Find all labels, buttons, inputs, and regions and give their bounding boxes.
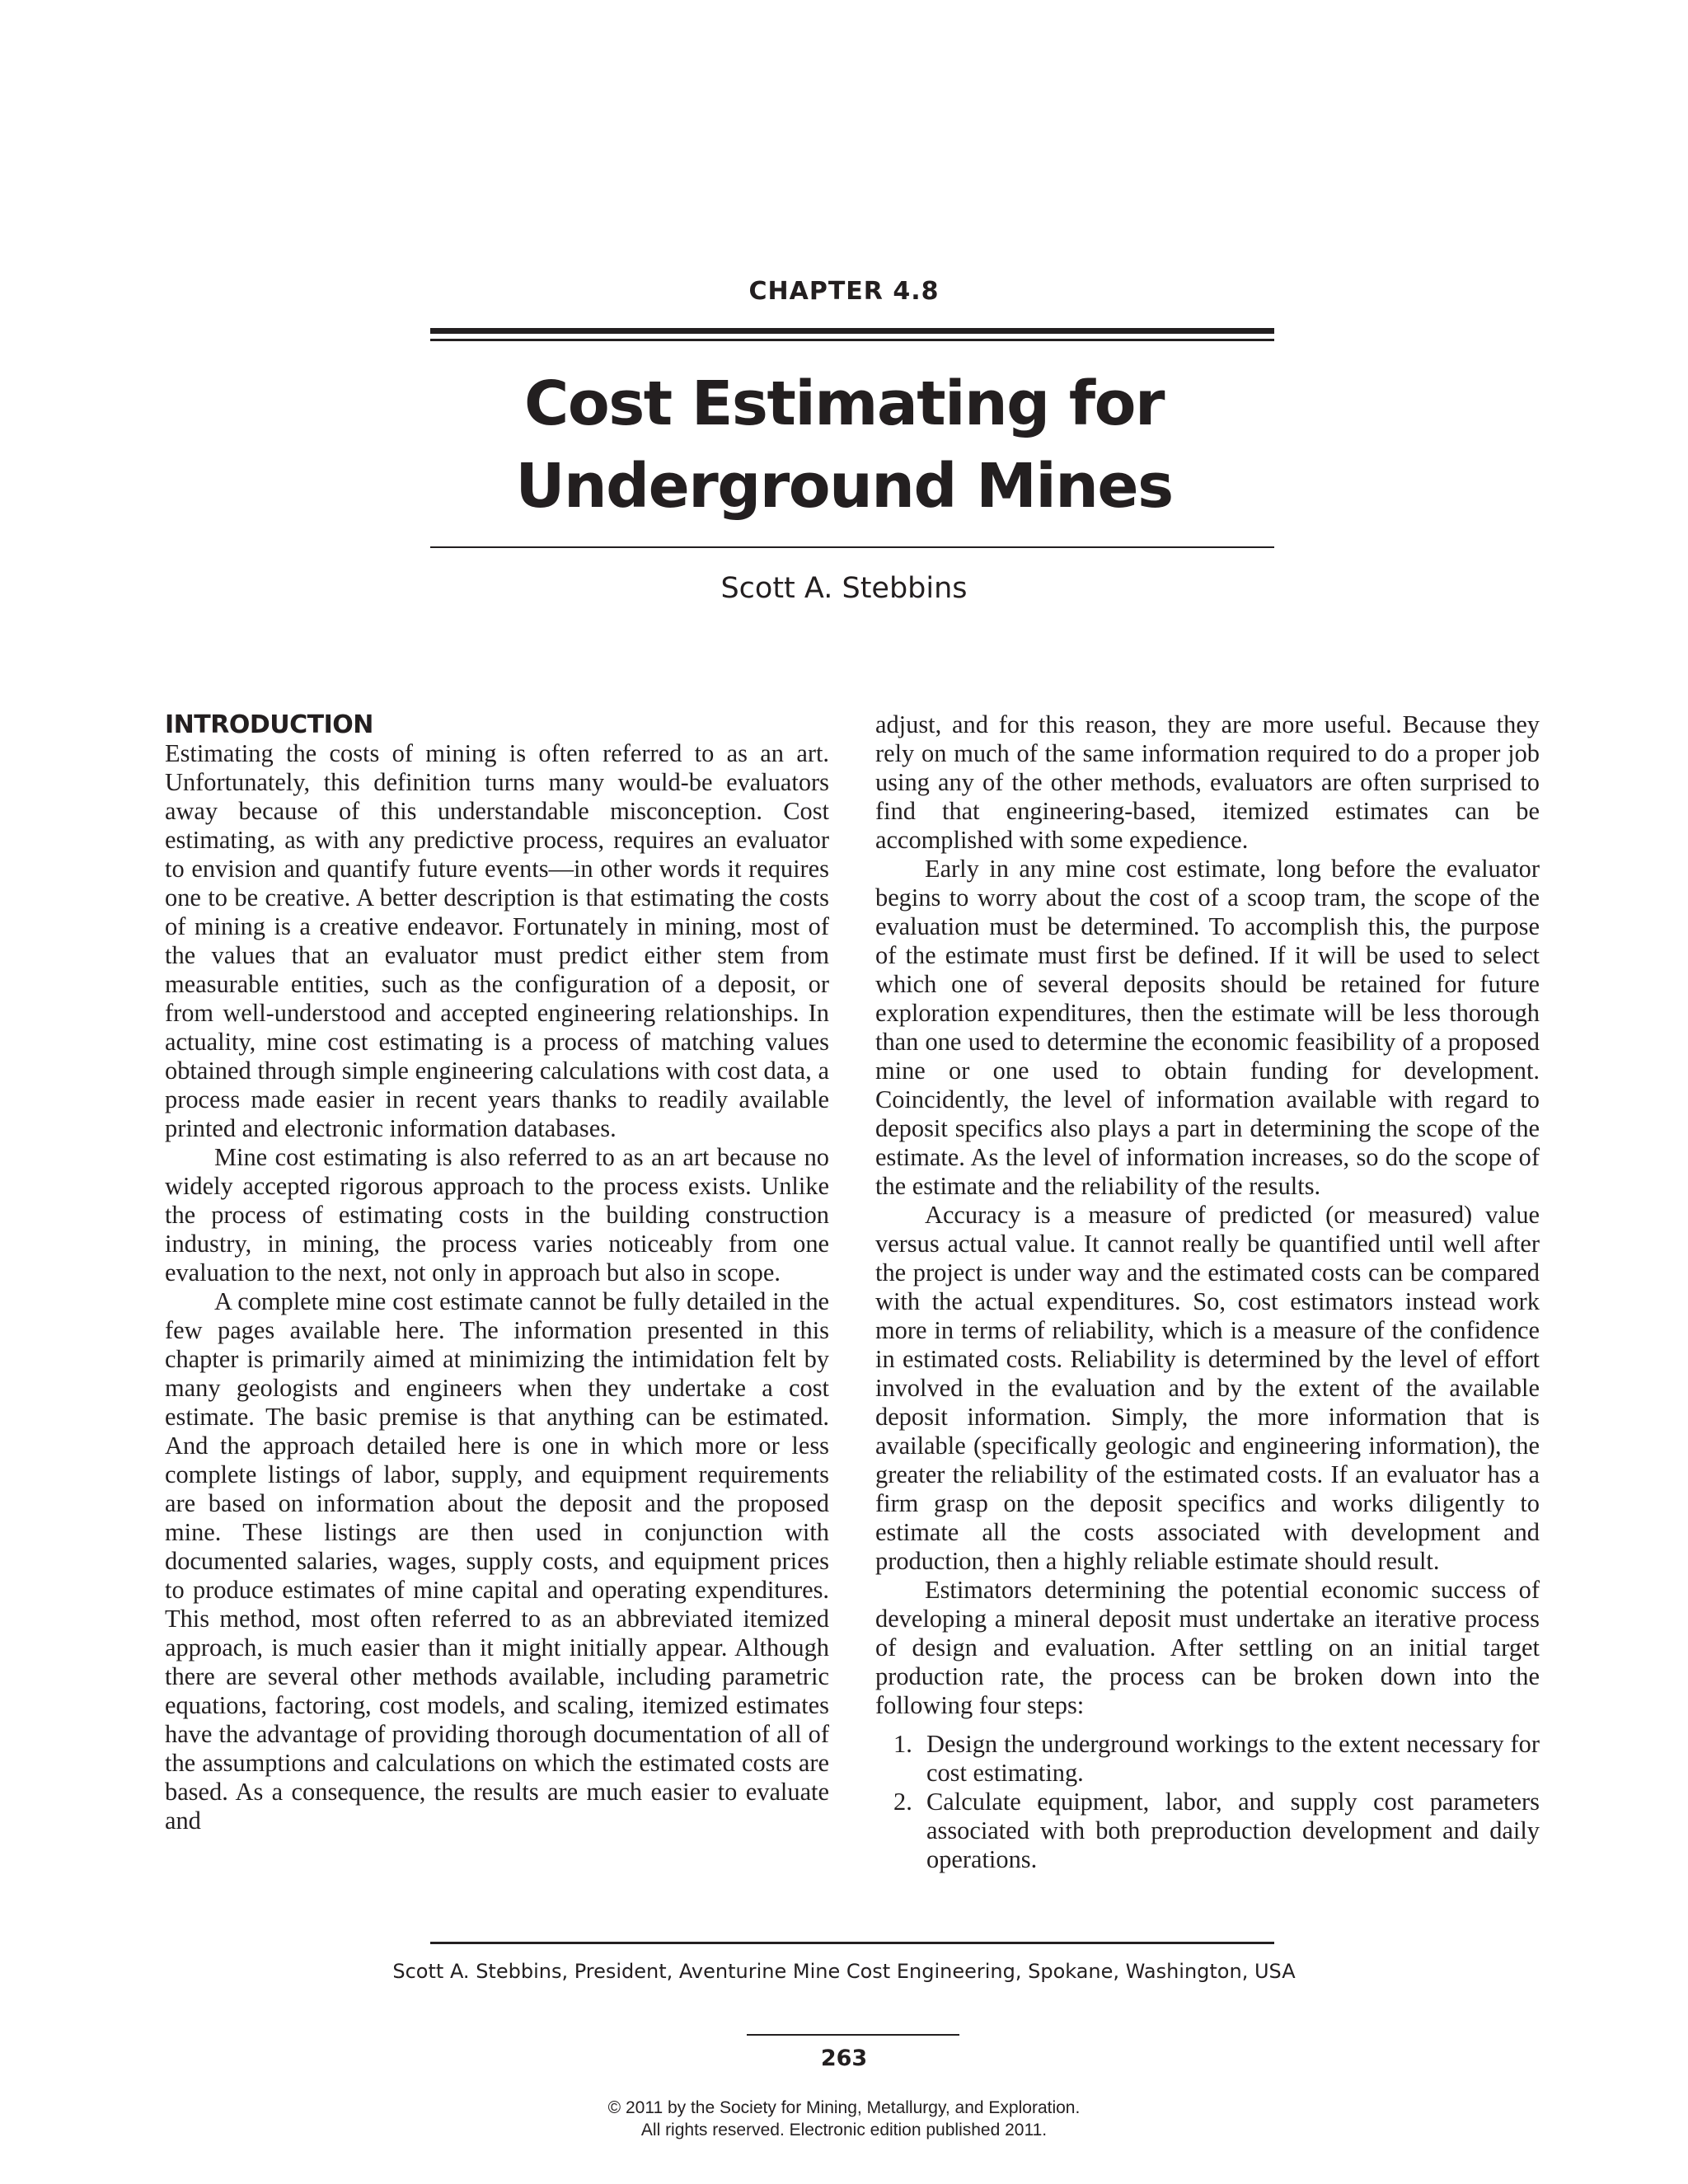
footnote-rule (430, 1942, 1274, 1944)
page-number-rule (747, 2034, 959, 2036)
list-item (875, 1730, 1540, 1788)
page-number: 263 (820, 2046, 868, 2071)
chapter-title-line-2: Underground Mines (515, 451, 1173, 522)
paragraph: Accuracy is a measure of predicted (or measured) value versus actual value. It cannot really be quantified until well after the project is under way and the estimated costs can be compared with the actual expenditures. So, cost estimators instead work more in terms of reliability, which is a measure of the confidence in estimated costs. Reliability is determined by the level of effort involved in the evaluation and by the extent of the available deposit information. Simply, the more information that is available (specifically geologic and engineering information), the greater the reliability of the estimated costs. If an evaluator has a firm grasp on the deposit specifics and works diligently to estimate all the costs associated with development and production, then a highly reliable estimate should result. (875, 1201, 1540, 1575)
paragraph: Early in any mine cost estimate, long before the evaluator begins to worry about the cost of a scoop tram, the scope of the evaluation must be determined. To accomplish this, the purpose of the estimate must first be defined. If it will be used to select which one of several deposits should be retained for future exploration expenditures, then the estimate will be less thorough than one used to determine the economic feasibility of a proposed mine or one used to obtain funding for development. Coincidently, the level of information available with regard to deposit specifics also plays a part in determining the scope of the estimate. As the level of information increases, so do the scope of the estimate and the reliability of the results. (875, 855, 1540, 1200)
copyright-line: © 2011 by the Society for Mining, Metallurgy, and Exploration. (607, 2098, 1081, 2117)
section-heading: INTRODUCTION (165, 710, 373, 739)
paragraph: Estimating the costs of mining is often referred to as an art. Unfortunately, this definition turns many would-be evaluators away because of this understandable misconception. Cost estimating, as with any predictive process, requires an evaluator to envision and quantify future events—in other words it requires one to be creative. A better description is that estimating the costs of mining is a creative endeavor. Fortunately in mining, most of the values that an evaluator must predict either stem from measurable entities, such as the configuration of a deposit, or from well-understood and accepted engineering relationships. In actuality, mine cost estimating is a process of matching values obtained through simple engineering calculations with cost data, a process made easier in recent years thanks to readily available printed and electronic information databases. (165, 739, 829, 1142)
paragraph: adjust, and for this reason, they are more useful. Because they rely on much of the same information required to do a proper job using any of the other methods, evaluators are often surprised to find that engineering-based, itemized estimates can be accomplished with some expedience. (875, 710, 1540, 854)
chapter-title (0, 363, 1688, 527)
author-affiliation: Scott A. Stebbins, President, Aventurine Mine Cost Engineering, Spokane, Washington, USA (392, 1960, 1296, 1983)
list-item-number: 2. (893, 1788, 912, 1816)
title-rule-thick (430, 328, 1274, 334)
title-underline (430, 546, 1274, 548)
right-column (875, 710, 1540, 1874)
copyright-notice (0, 2097, 1688, 2141)
title-rule-thin (430, 339, 1274, 341)
list-item-text: Design the underground workings to the extent necessary for cost estimating. (926, 1730, 1540, 1787)
list-item-number: 1. (893, 1730, 912, 1758)
chapter-label: CHAPTER 4.8 (748, 277, 940, 306)
copyright-line: All rights reserved. Electronic edition published 2011. (640, 2121, 1048, 2139)
list-item-text: Calculate equipment, labor, and supply cost parameters associated with both preproduction development and daily operations. (926, 1788, 1540, 1873)
list-item (875, 1788, 1540, 1874)
paragraph: A complete mine cost estimate cannot be fully detailed in the few pages available here. The information presented in this chapter is primarily aimed at minimizing the intimidation felt by many geologists and engineers when they undertake a cost estimate. The basic premise is that anything can be estimated. And the approach detailed here is one in which more or less complete listings of labor, supply, and equipment requirements are based on information about the deposit and the proposed mine. These listings are then used in conjunction with documented salaries, wages, supply costs, and equipment prices to produce estimates of mine capital and operating expenditures. This method, most often referred to as an abbreviated itemized approach, is much easier than it might initially appear. Although there are several other methods available, including parametric equations, factoring, cost models, and scaling, itemized estimates have the advantage of providing thorough documentation of all of the assumptions and calculations on which the estimated costs are based. As a consequence, the results are much easier to evaluate and (165, 1287, 829, 1835)
steps-list (875, 1730, 1540, 1874)
paragraph: Estimators determining the potential economic success of developing a mineral deposit must undertake an iterative process of design and evaluation. After settling on an initial target production rate, the process can be broken down into the following four steps: (875, 1576, 1540, 1719)
left-column (165, 710, 829, 1835)
paragraph: Mine cost estimating is also referred to as an art because no widely accepted rigorous approach to the process exists. Unlike the process of estimating costs in the building construction industry, in mining, the process varies noticeably from one evaluation to the next, not only in approach but also in scope. (165, 1143, 829, 1286)
chapter-title-line-1: Cost Estimating for (524, 368, 1164, 439)
author-name: Scott A. Stebbins (720, 572, 968, 605)
